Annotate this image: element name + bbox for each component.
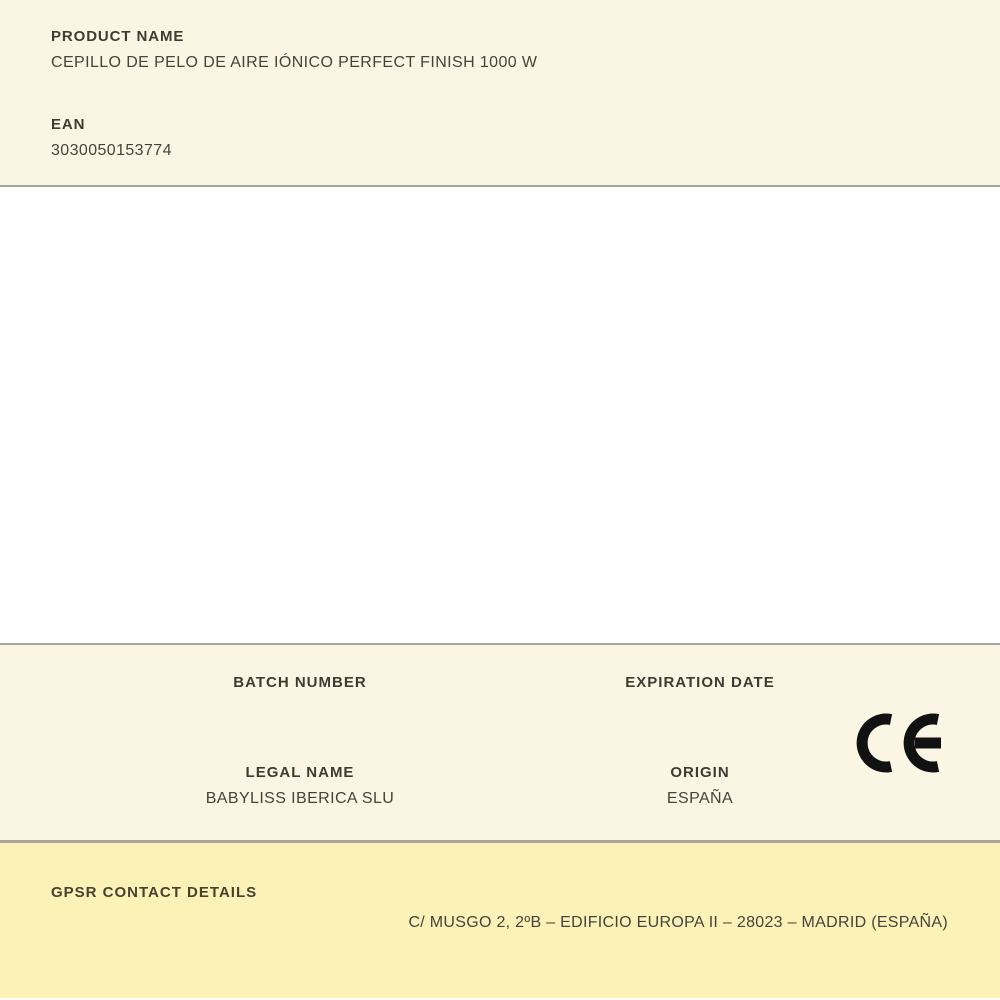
batch-number-label: BATCH NUMBER	[233, 674, 367, 691]
expiration-date-label: EXPIRATION DATE	[625, 674, 775, 691]
legal-name-value: BABYLISS IBERICA SLU	[205, 790, 395, 807]
product-name-value: CEPILLO DE PELO DE AIRE IÓNICO PERFECT FINISH 1000 W	[51, 54, 538, 71]
compliance-info-grid	[100, 674, 900, 808]
gpsr-contact-address: C/ MUSGO 2, 2ºB – EDIFICIO EUROPA II – 28023 – MADRID (ESPAÑA)	[408, 914, 948, 931]
ean-value: 3030050153774	[51, 142, 172, 159]
ce-mark-icon	[857, 712, 943, 774]
ean-label: EAN	[51, 116, 86, 133]
origin-label: ORIGIN	[670, 764, 730, 781]
origin-value: ESPAÑA	[666, 790, 734, 807]
product-name-label: PRODUCT NAME	[51, 28, 185, 45]
compliance-info-section	[0, 643, 1000, 843]
product-image-placeholder	[0, 187, 1000, 643]
product-header-section	[0, 0, 1000, 187]
gpsr-contact-section	[0, 843, 1000, 998]
gpsr-contact-details-label: GPSR CONTACT DETAILS	[51, 884, 258, 901]
legal-name-label: LEGAL NAME	[245, 764, 355, 781]
